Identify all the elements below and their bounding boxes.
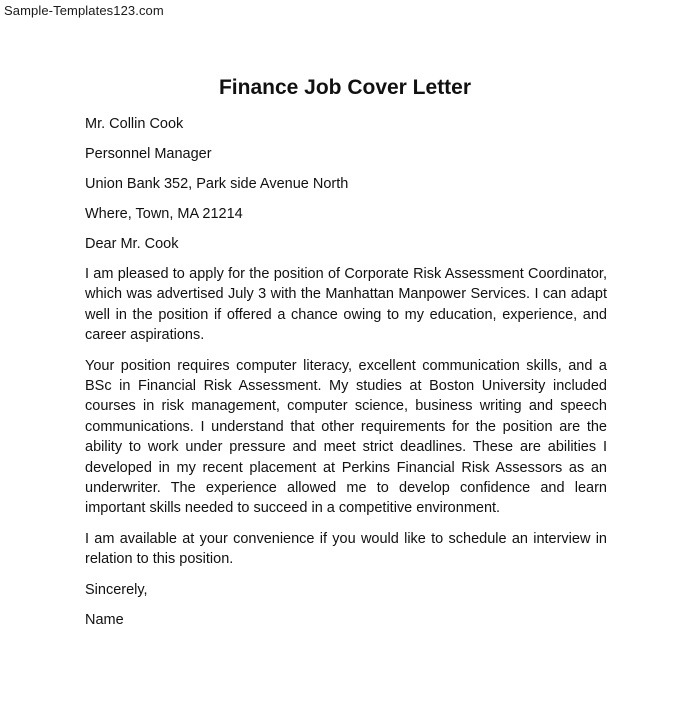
page-title: Finance Job Cover Letter bbox=[218, 76, 472, 99]
recipient-address: Union Bank 352, Park side Avenue North bbox=[85, 176, 349, 192]
site-watermark: Sample-Templates123.com bbox=[4, 3, 164, 18]
closing: Sincerely, bbox=[85, 581, 148, 598]
cover-letter bbox=[85, 74, 607, 640]
paragraph-intro: I am pleased to apply for the position of Corporate Risk Assessment Coordinator, which was advertised July 3 with the Manhattan Manpower Services. I can adapt well in the position if offered a chance owing to my education, experience, and career aspirations. bbox=[85, 266, 607, 344]
recipient-city: Where, Town, MA 21214 bbox=[85, 206, 243, 222]
signature: Name bbox=[85, 611, 124, 628]
recipient-position: Personnel Manager bbox=[85, 146, 212, 162]
recipient-name: Mr. Collin Cook bbox=[85, 116, 184, 132]
salutation: Dear Mr. Cook bbox=[85, 236, 179, 252]
paragraph-qualifications: Your position requires computer literacy, excellent communication skills, and a BSc in Financial Risk Assessment. My studies at Boston University included courses in risk management, computer science, business writing and speech communications. I understand that other requirements for the position are the ability to work under pressure and meet strict deadlines. These are abilities I developed in my recent placement at Perkins Financial Risk Assessors as an underwriter. The experience allowed me to develop confidence and learn important skills needed to succeed in a competitive environment. bbox=[85, 357, 607, 517]
paragraph-availability: I am available at your convenience if you would like to schedule an interview in relation to this position. bbox=[85, 530, 607, 568]
